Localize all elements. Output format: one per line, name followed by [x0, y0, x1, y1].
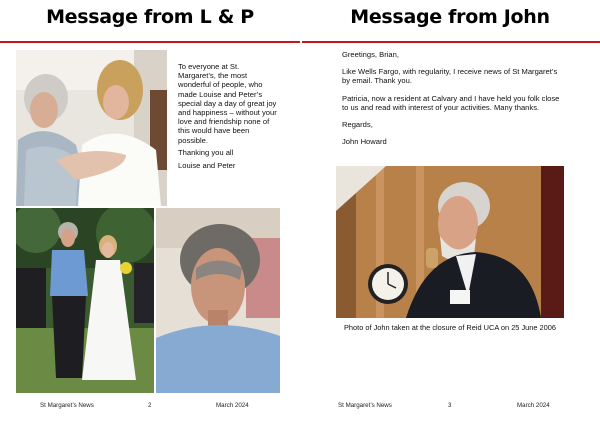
footer-date: March 2024 [517, 402, 550, 409]
greeting-line: Greetings, Brian, [342, 50, 399, 59]
footer-publication: St Margaret’s News [40, 402, 94, 409]
heading-rule [0, 41, 300, 43]
heading-rule [302, 41, 600, 43]
regards-line: Regards, [342, 120, 373, 130]
photo-wedding-walk [16, 208, 154, 393]
letter-paragraph: Like Wells Fargo, with regularity, I receive news of St Margaret’s by email. Thank you. [342, 67, 558, 86]
signature-line: Louise and Peter [178, 161, 236, 171]
footer-publication: St Margaret’s News [338, 402, 392, 409]
page-heading: Message from John [350, 6, 550, 28]
footer-page-number: 2 [148, 402, 152, 409]
photo-embrace [16, 50, 167, 206]
message-paragraph: To everyone at St. Margaret’s, the most wonderful of people, who made Louise and Peter’s special day a day of great joy and happiness – without your love and friendship none of this would have been possible. [178, 62, 277, 145]
thanks-line: Thanking you all [178, 148, 234, 158]
right-page [300, 0, 600, 424]
photo-john-speaking [336, 166, 564, 318]
footer-date: March 2024 [216, 402, 249, 409]
photo-caption: Photo of John taken at the closure of Reid UCA on 25 June 2006 [343, 323, 556, 332]
letter-paragraph: Patricia, now a resident at Calvary and I have held you folk close to us and read with interest of your activities. Many thanks. [342, 93, 560, 112]
page-heading: Message from L & P [46, 6, 254, 28]
signature-line: John Howard [342, 137, 387, 147]
message-text [178, 62, 278, 174]
photo-groom-portrait [156, 208, 280, 393]
letter-text [342, 50, 560, 150]
footer-page-number: 3 [448, 402, 452, 409]
